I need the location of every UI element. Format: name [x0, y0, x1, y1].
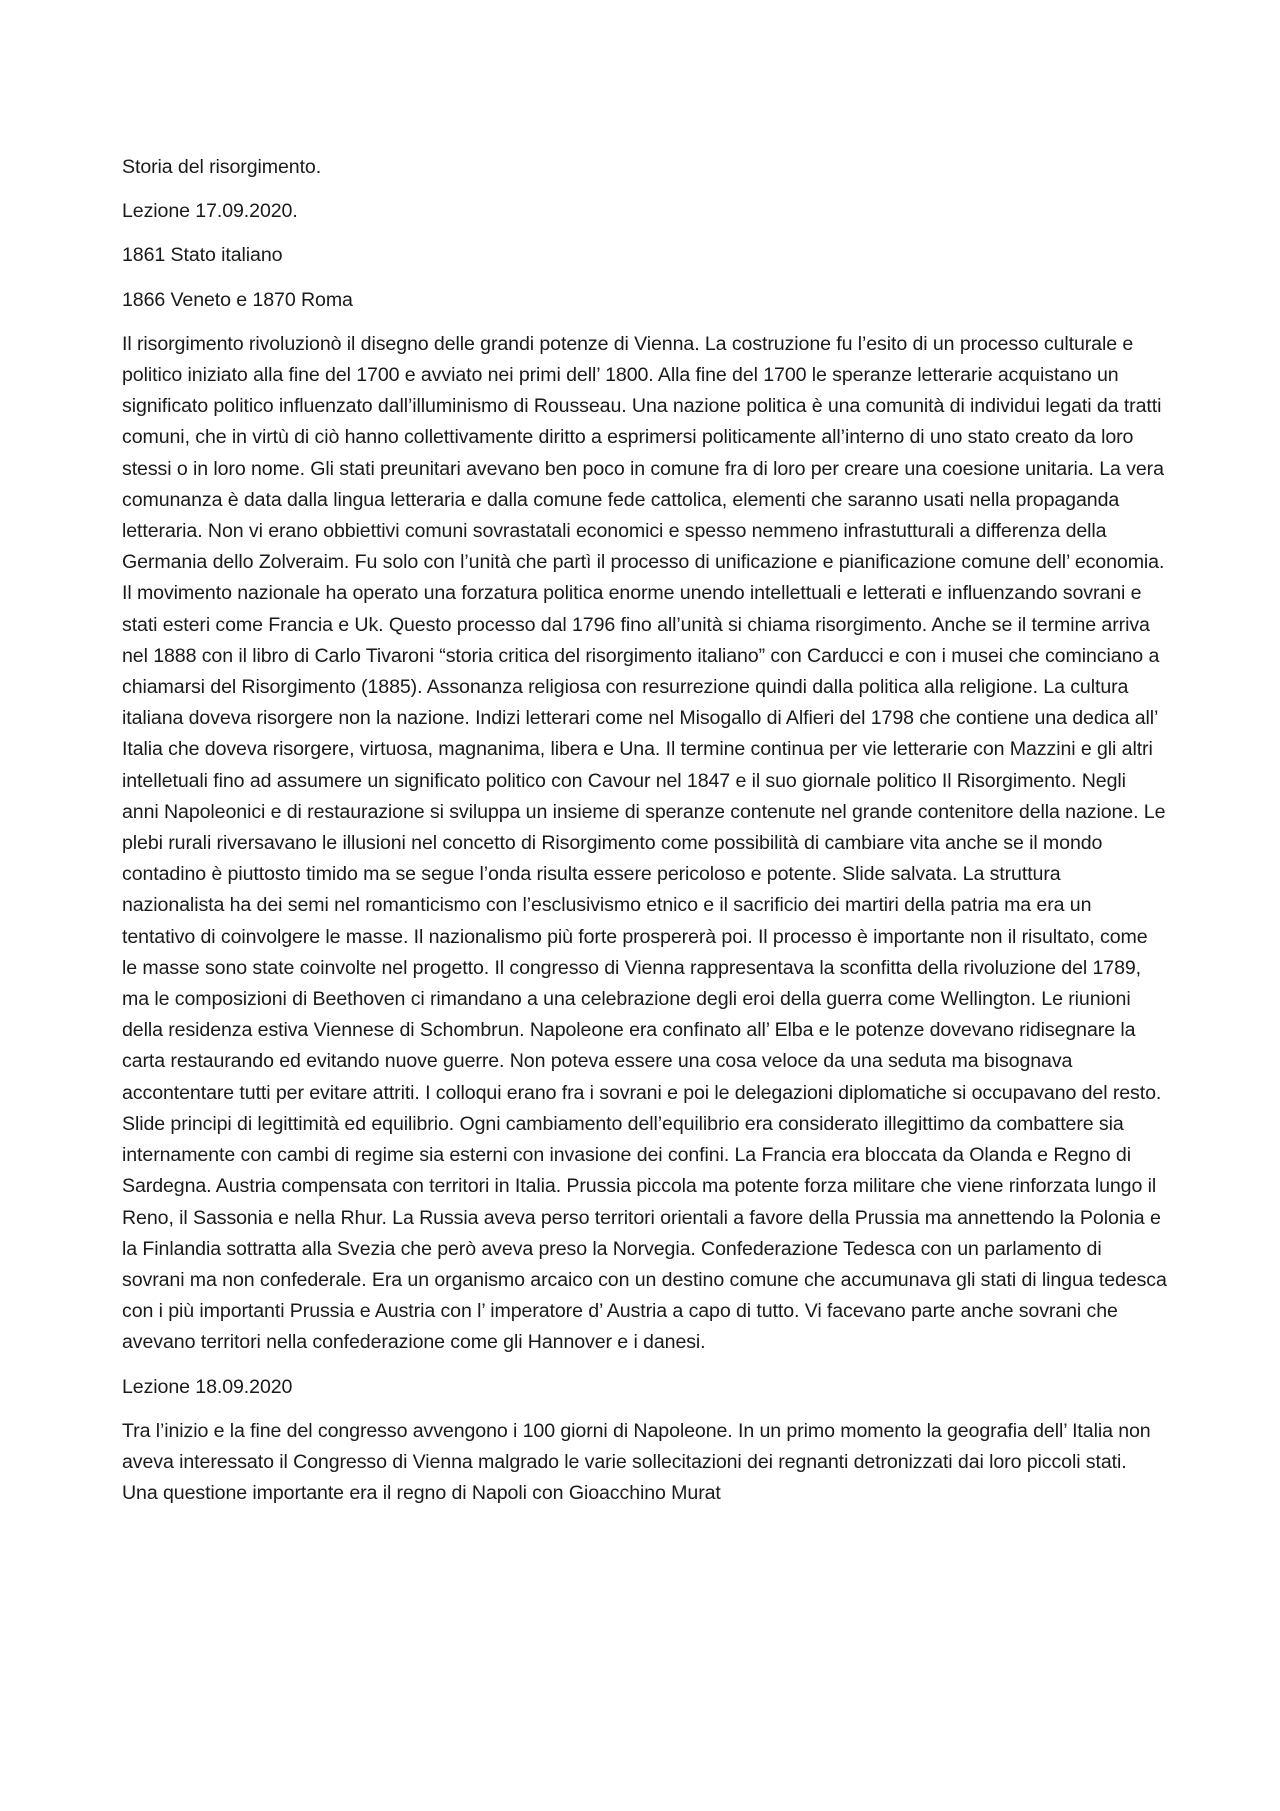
lesson-1-paragraph: Il risorgimento rivoluzionò il disegno delle grandi potenze di Vienna. La costruzione fu l’esito di un processo culturale e politico iniziato alla fine del 1700 e avviato nei primi dell’ 1800. Alla fine del 1700 le speranze letterarie acquistano un significato politico influenzato dall’illuminismo di Rousseau. Una nazione politica è una comunità di individui legati da tratti comuni, che in virtù di ciò hanno collettivamente diritto a esprimersi politicamente all’interno di uno stato creato da loro stessi o in loro nome. Gli stati preunitari avevano ben poco in comune fra di loro per creare una coesione unitaria. La vera comunanza è data dalla lingua letteraria e dalla comune fede cattolica, elementi che saranno usati nella propaganda letteraria. Non vi erano obbiettivi comuni sovrastatali economici e spesso nemmeno infrastutturali a differenza della Germania dello Zolveraim. Fu solo con l’unità che partì il processo di unificazione e pianificazione comune dell’ economia. Il movimento nazionale ha operato una forzatura politica enorme unendo intellettuali e letterati e influenzando sovrani e stati esteri come Francia e Uk. Questo processo dal 1796 fino all’unità si chiama risorgimento. Anche se il termine arriva nel 1888 con il libro di Carlo Tivaroni “storia critica del risorgimento italiano” con Carducci e con i musei che cominciano a chiamarsi del Risorgimento (1885). Assonanza religiosa con resurrezione quindi dalla politica alla religione. La cultura italiana doveva risorgere non la nazione. Indizi letterari come nel Misogallo di Alfieri del 1798 che contiene una dedica all’ Italia che doveva risorgere, virtuosa, magnanima, libera e Una. Il termine continua per vie letterarie con Mazzini e gli altri intelletuali fino ad assumere un significato politico con Cavour nel 1847 e il suo giornale politico Il Risorgimento. Negli anni Napoleonici e di restaurazione si sviluppa un insieme di speranze contenute nel grande contenitore della nazione. Le plebi rurali riversavano le illusioni nel concetto di Risorgimento come possibilità di cambiare vita anche se il mondo contadino è piuttosto timido ma se segue l’onda risulta essere pericoloso e potente. Slide salvata. La struttura nazionalista ha dei semi nel romanticismo con l’esclusivismo etnico e il sacrificio dei martiri della patria ma era un tentativo di coinvolgere le masse. Il nazionalismo più forte prospererà poi. Il processo è importante non il risultato, come le masse sono state coinvolte nel progetto. Il congresso di Vienna rappresentava la sconfitta della rivoluzione del 1789, ma le composizioni di Beethoven ci rimandano a una celebrazione degli eroi della guerra come Wellington. Le riunioni della residenza estiva Viennese di Schombrun. Napoleone era confinato all’ Elba e le potenze dovevano ridisegnare la carta restaurando ed evitando nuove guerre. Non poteva essere una cosa veloce da una seduta ma bisognava accontentare tutti per evitare attriti. I colloqui erano fra i sovrani e poi le delegazioni diplomatiche si occupavano del resto. Slide principi di legittimità ed equilibrio. Ogni cambiamento dell’equilibrio era considerato illegittimo da combattere sia internamente con cambi di regime sia esterni con invasione dei confini. La Francia era bloccata da Olanda e Regno di Sardegna. Austria compensata con territori in Italia. Prussia piccola ma potente forza militare che viene rinforzata lungo il Reno, il Sassonia e nella Rhur. La Russia aveva perso territori orientali a favore della Prussia ma annettendo la Polonia e la Finlandia sottratta alla Svezia che però aveva preso la Norvegia. Confederazione Tedesca con un parlamento di sovrani ma non confederale. Era un organismo arcaico con un destino comune che accumunava gli stati di lingua tedesca con i più importanti Prussia e Austria con l’ imperatore d’ Austria a capo di tutto. Vi facevano parte anche sovrani che avevano territori nella confederazione come gli Hannover e i danesi.: [122, 332, 1167, 1354]
document-title: Storia del risorgimento.: [122, 156, 322, 178]
lesson-heading-1: Lezione 17.09.2020.: [122, 200, 298, 223]
lesson-heading-2: Lezione 18.09.2020: [122, 1375, 293, 1398]
timeline-line-1866: 1866 Veneto e 1870 Roma: [122, 288, 353, 311]
document-body: [122, 152, 1167, 1522]
lesson-2-paragraph: Tra l’inizio e la fine del congresso avvengono i 100 giorni di Napoleone. In un primo momento la geografia dell’ Italia non aveva interessato il Congresso di Vienna malgrado le varie sollecitazioni dei regnanti detronizzati dai loro piccoli stati. Una questione importante era il regno di Napoli con Gioacchino Murat: [122, 1419, 1151, 1505]
timeline-line-1861: 1861 Stato italiano: [122, 244, 283, 267]
